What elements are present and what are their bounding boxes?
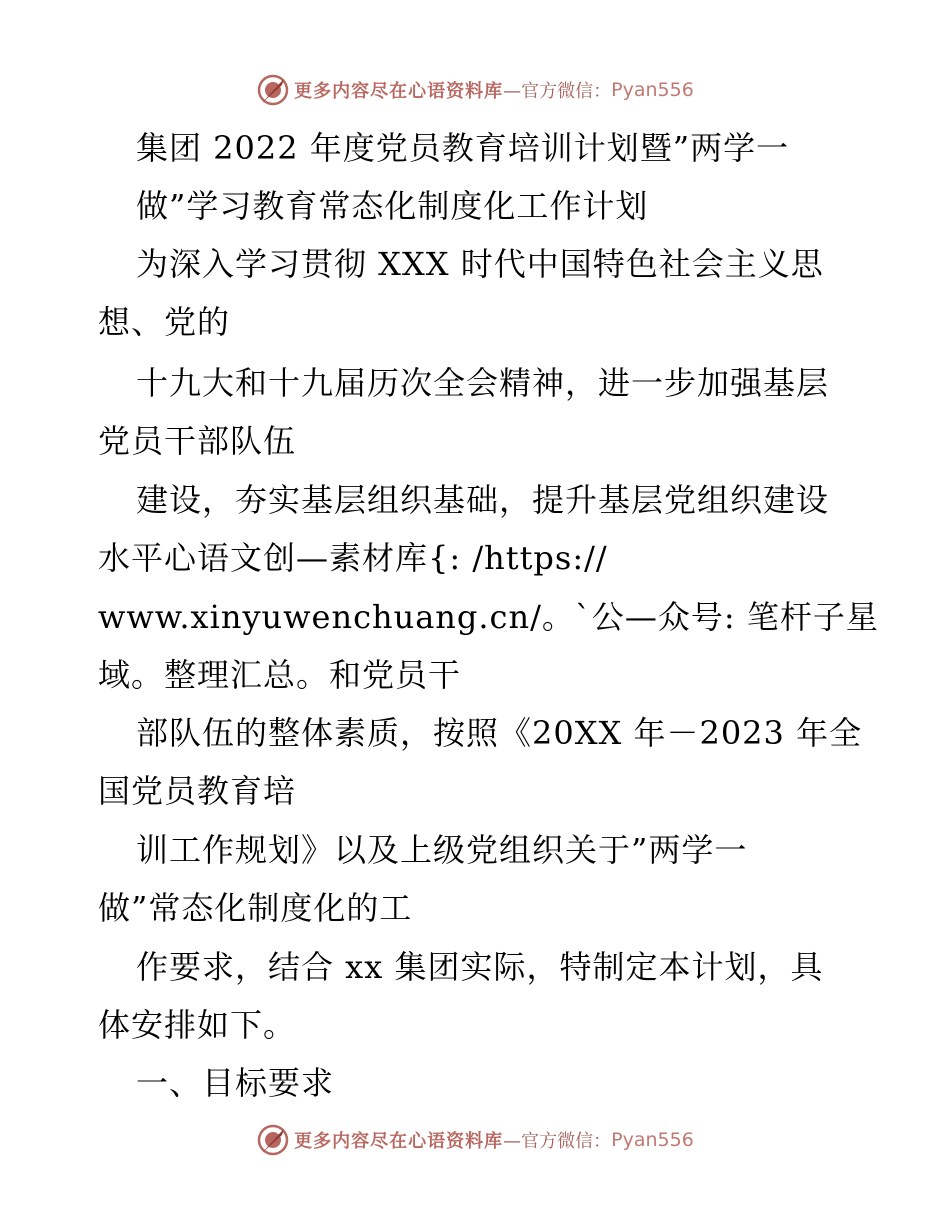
section-heading: 一、目标要求: [136, 1064, 335, 1102]
paragraph-line: 十九大和十九届历次全会精神，进一步加强基层: [136, 364, 830, 402]
paragraph-line: 水平心语文创—素材库{: /https://: [98, 539, 608, 577]
banner-site-text: 更多内容尽在心语资料库: [294, 1131, 504, 1152]
banner-separator-text: —官方微信：: [503, 81, 612, 102]
paragraph-line: 想、党的: [98, 303, 231, 341]
banner-wechat-id: Pyan556: [611, 1129, 694, 1151]
footer-banner: [0, 1120, 950, 1160]
banner-wechat-id: Pyan556: [611, 79, 694, 101]
document-title-line-1: 集团 2022 年度党员教育培训计划暨”两学一: [136, 129, 790, 167]
paragraph-line: 部队伍的整体素质，按照《20XX 年－2023 年全: [136, 714, 863, 752]
document-title-line-2: 做”学习教育常态化制度化工作计划: [136, 187, 649, 225]
paragraph-line: 体安排如下。: [98, 1006, 297, 1044]
paragraph-line: 国党员教育培: [98, 772, 297, 810]
paragraph-line: 为深入学习贯彻 XXX 时代中国特色社会主义思: [136, 245, 824, 283]
paragraph-line: 训工作规划》以及上级党组织关于”两学一: [136, 831, 748, 869]
banner-site-text: 更多内容尽在心语资料库: [294, 81, 504, 102]
banner-separator-text: —官方微信：: [503, 1131, 612, 1152]
pen-logo-icon: [256, 1123, 290, 1157]
paragraph-line: 作要求，结合 xx 集团实际，特制定本计划，具: [136, 948, 824, 986]
paragraph-line: 党员干部队伍: [98, 422, 297, 460]
header-banner: [0, 70, 950, 110]
paragraph-line: www.xinyuwenchuang.cn/。`公—众号: 笔杆子星: [98, 598, 879, 636]
paragraph-line: 建设，夯实基层组织基础，提升基层党组织建设: [136, 481, 830, 519]
pen-logo-icon: [256, 73, 290, 107]
paragraph-line: 做”常态化制度化的工: [98, 889, 413, 927]
paragraph-line: 域。整理汇总。和党员干: [98, 656, 462, 694]
